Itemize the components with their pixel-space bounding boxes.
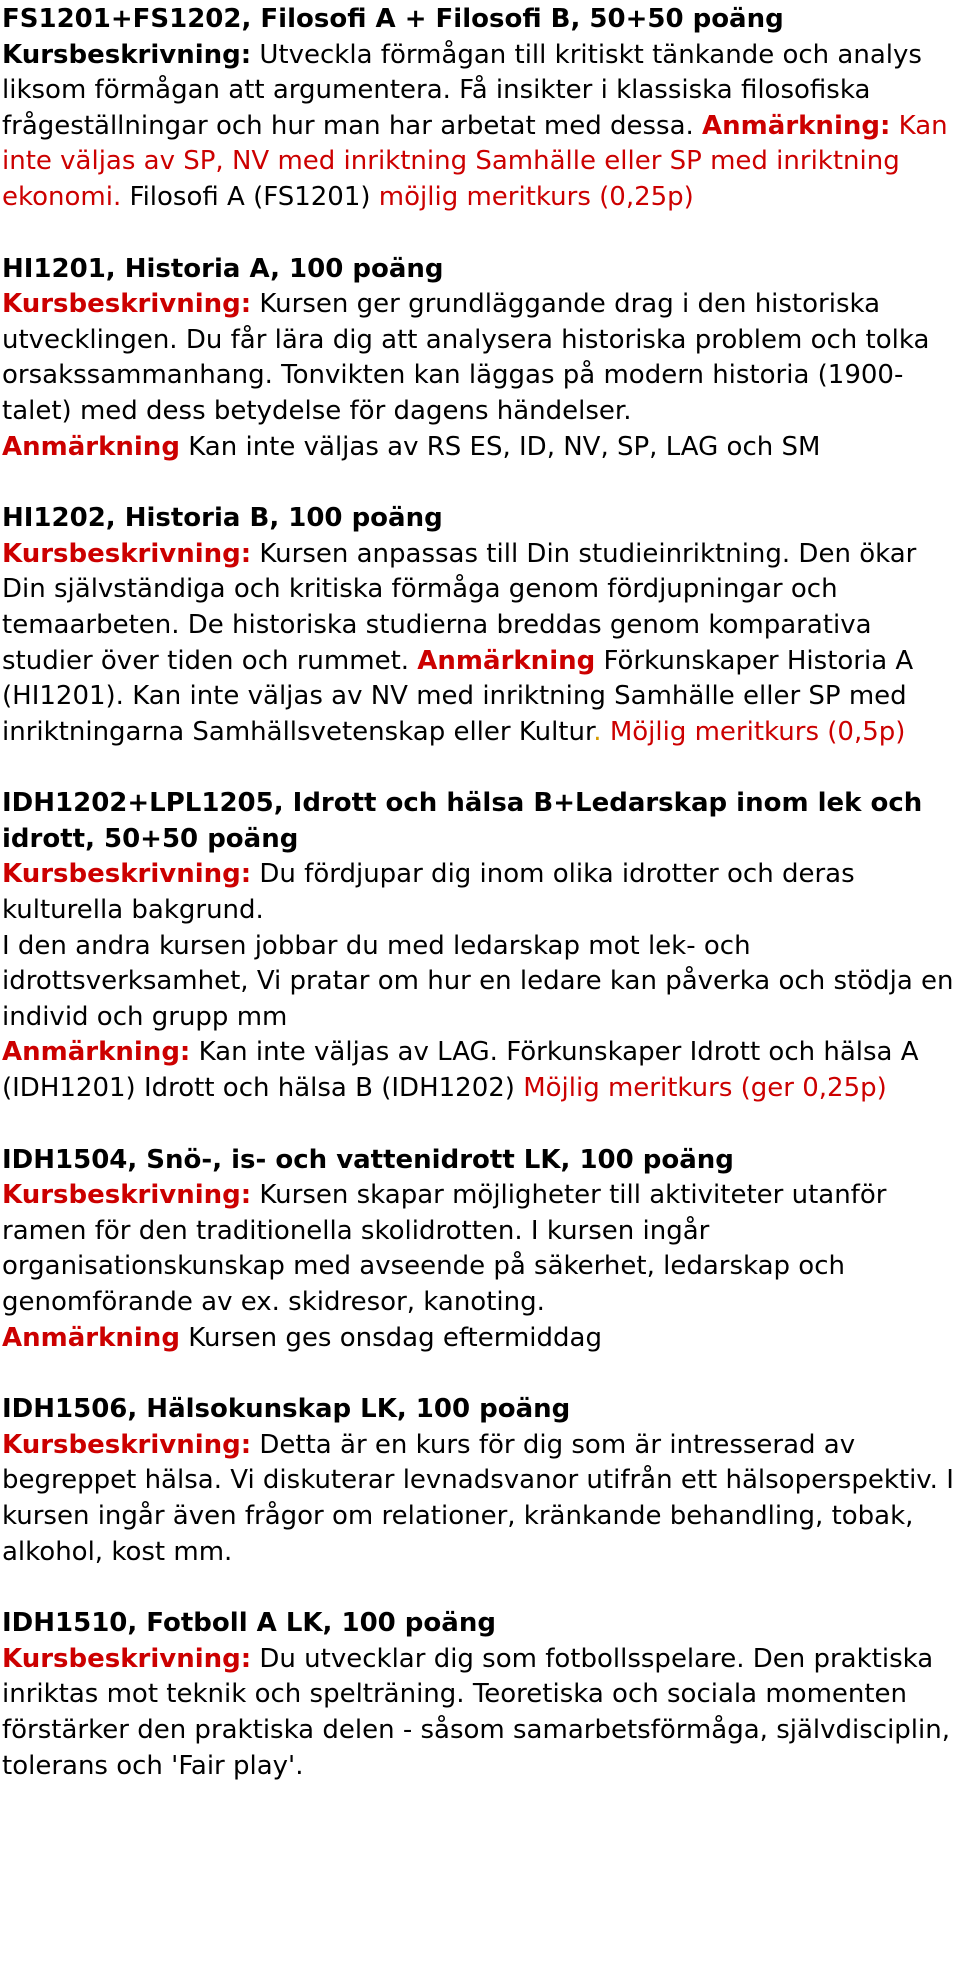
course-note-rest: Filosofi A (FS1201): [129, 181, 371, 212]
description-label: Kursbeskrivning:: [2, 1429, 252, 1460]
course-entry-halsokunskap: [0, 1392, 960, 1570]
course-description-2: I den andra kursen jobbar du med ledarskap mot lek- och idrottsverksamhet, Vi pratar om hur en ledare kan påverka och stödja en individ och grupp mm: [2, 930, 954, 1032]
description-label: Kursbeskrivning:: [2, 1180, 252, 1211]
course-title: HI1201, Historia A, 100 poäng: [2, 253, 444, 284]
course-entry-idrott-ledarskap: [0, 786, 960, 1106]
course-title: HI1202, Historia B, 100 poäng: [2, 503, 443, 534]
course-note: Kan inte väljas av SP, NV med inriktning Samhälle eller SP med inriktning ekonomi.: [2, 110, 948, 212]
course-description: Kursen ger grundläggande drag i den historiska utvecklingen. Du får lära dig att analysera historiska problem och tolka orsakssammanhang. Tonvikten kan läggas på modern historia (1900-talet) med dess betydelse för dagens händelser.: [2, 289, 930, 426]
description-label: Kursbeskrivning:: [2, 538, 252, 569]
course-title: FS1201+FS1202, Filosofi A + Filosofi B, 50+50 poäng: [2, 4, 784, 34]
course-entry-historia-b: [0, 501, 960, 750]
course-title: IDH1506, Hälsokunskap LK, 100 poäng: [2, 1394, 571, 1425]
course-note: Kan inte väljas av RS ES, ID, NV, SP, LAG och SM: [188, 431, 821, 462]
description-label: Kursbeskrivning:: [2, 1643, 252, 1674]
course-description: Utveckla förmågan till kritiskt tänkande och analys liksom förmågan att argumentera. Få insikter i klassiska filosofiska frågeställningar och hur man har arbetat med dessa.: [2, 39, 922, 141]
note-label: Anmärkning:: [2, 1037, 191, 1068]
note-period: .: [593, 716, 602, 747]
course-entry-fotboll-a: [0, 1606, 960, 1784]
description-label: Kursbeskrivning:: [2, 289, 252, 320]
course-title: IDH1504, Snö-, is- och vattenidrott LK, 100 poäng: [2, 1144, 734, 1175]
course-title: IDH1202+LPL1205, Idrott och hälsa B+Ledarskap inom lek och idrott, 50+50 poäng: [2, 788, 923, 854]
course-note: Kursen ges onsdag eftermiddag: [188, 1322, 602, 1353]
note-label: Anmärkning: [2, 431, 180, 462]
course-note: Förkunskaper Historia A (HI1201). Kan inte väljas av NV med inriktning Samhälle eller SP med inriktningarna Samhällsvetenskap eller Kultur: [2, 645, 914, 747]
course-description: Kursen anpassas till Din studieinriktning. Den ökar Din självständiga och kritiska förmåga genom fördjupningar och temaarbeten. De historiska studierna breddas genom komparativa studier över tiden och rummet.: [2, 538, 917, 676]
course-entry-filosofi: [0, 2, 960, 216]
course-note: Kan inte väljas av LAG. Förkunskaper Idrott och hälsa A (IDH1201) Idrott och hälsa B (IDH1202): [2, 1037, 919, 1104]
description-label: Kursbeskrivning:: [2, 859, 252, 890]
course-entry-historia-a: [0, 252, 960, 466]
course-entry-sno-is-vattenidrott: [0, 1143, 960, 1357]
note-label: Anmärkning:: [702, 110, 891, 141]
merit-note: Möjlig meritkurs (0,5p): [609, 716, 906, 747]
course-description: Kursen skapar möjligheter till aktiviteter utanför ramen för den traditionella skolidrotten. I kursen ingår organisationskunskap med avseende på säkerhet, ledarskap och genomförande av ex. skidresor, kanoting.: [2, 1180, 887, 1317]
description-label: Kursbeskrivning:: [2, 39, 252, 70]
course-description: Du utvecklar dig som fotbollsspelare. Den praktiska inriktas mot teknik och spelträning. Teoretiska och sociala momenten förstärker den praktiska delen - såsom samarbetsförmåga, självdisciplin, tolerans och 'Fair play'.: [2, 1643, 950, 1781]
note-label: Anmärkning: [417, 645, 596, 676]
merit-note: Möjlig meritkurs (ger 0,25p): [523, 1073, 887, 1104]
course-description: Du fördjupar dig inom olika idrotter och deras kulturella bakgrund.: [2, 859, 855, 926]
course-description: Detta är en kurs för dig som är intresserad av begreppet hälsa. Vi diskuterar levnadsvanor utifrån ett hälsoperspektiv. I kursen ingår även frågor om relationer, kränkande behandling, tobak, alkohol, kost mm.: [2, 1429, 954, 1567]
merit-note: möjlig meritkurs (0,25p): [378, 181, 694, 212]
note-label: Anmärkning: [2, 1322, 180, 1353]
course-title: IDH1510, Fotboll A LK, 100 poäng: [2, 1608, 496, 1639]
